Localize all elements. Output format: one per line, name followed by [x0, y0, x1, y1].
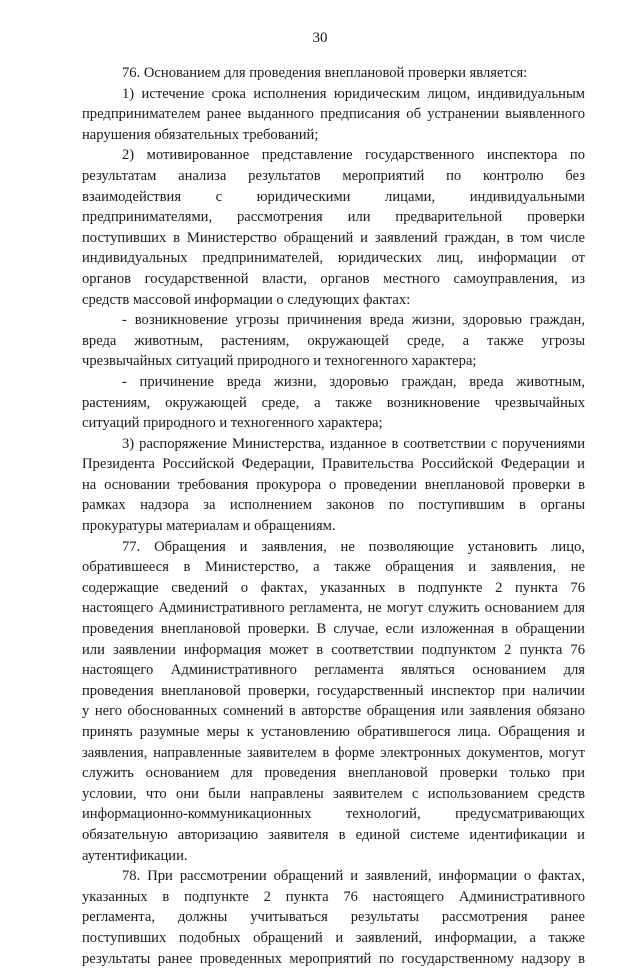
- text-line: указанных в подпункте 2 пункта 76 настоящего Административного: [82, 888, 585, 905]
- text-line: обязательную авторизацию заявителя в единой системе идентификации и: [82, 826, 585, 843]
- text-line: взаимодействия с юридическими лицами, индивидуальными: [82, 188, 585, 205]
- text-line: предпринимателем ранее выданного предписания об устранении выявленного: [82, 106, 585, 123]
- text-line: результаты ранее проведенных мероприятий по государственному надзору в: [82, 950, 585, 967]
- text-line: 76. Основанием для проведения внеплановой проверки является:: [122, 65, 528, 81]
- text-line: 2) мотивированное представление государственного инспектора по: [122, 147, 585, 164]
- text-line: содержащие сведений о фактах, указанных в подпункте 2 пункта 76: [82, 579, 585, 596]
- text-line: ситуаций природного и техногенного характера;: [82, 415, 383, 432]
- text-line: обратившееся в Министерство, а также обращения и заявления, не: [82, 559, 585, 576]
- text-line: аутентификации.: [82, 847, 188, 864]
- text-line: результатам анализа результатов мероприятий по контролю без: [82, 167, 585, 184]
- text-line: настоящего Административного регламента, не могут служить основанием для: [82, 600, 585, 617]
- text-line: проведения внеплановой проверки, государственный инспектор при наличии: [82, 682, 585, 699]
- text-line: - возникновение угрозы причинения вреда жизни, здоровью граждан,: [122, 312, 585, 329]
- text-line: предпринимателями, рассмотрения или предварительной проверки: [82, 209, 585, 226]
- text-line: чрезвычайных ситуаций природного и техногенного характера;: [82, 353, 477, 370]
- text-line: проведения внеплановой проверки. В случае, если изложенная в обращении: [82, 621, 585, 638]
- text-line: 3) распоряжение Министерства, изданное в соответствии с поручениями: [122, 435, 585, 452]
- text-line: растениям, окружающей среде, а также возникновение чрезвычайных: [82, 394, 585, 411]
- text-line: регламента, должны учитываться результаты рассмотрения ранее: [82, 909, 585, 926]
- text-line: настоящего Административного регламента являться основанием для: [82, 662, 585, 679]
- text-line: информационно-коммуникационных технологий, предусматривающих: [82, 806, 585, 823]
- text-line: 1) истечение срока исполнения юридическим лицом, индивидуальным: [122, 85, 585, 102]
- document-body: [82, 63, 585, 969]
- text-line: нарушения обязательных требований;: [82, 126, 319, 143]
- text-line: или заявлении информация может в соответствии подпунктом 2 пункта 76: [82, 641, 585, 658]
- text-line: принять разумные меры к установлению обратившегося лица. Обращения и: [82, 724, 585, 740]
- text-line: заявления, направленные заявителем в форме электронных документов, могут: [82, 744, 585, 761]
- text-line: поступивших в Министерство обращений и заявлений граждан, в том числе: [82, 229, 585, 246]
- text-line: 78. При рассмотрении обращений и заявлений, информации о фактах,: [122, 868, 585, 885]
- text-line: прокуратуры материалам и обращениям.: [82, 518, 336, 535]
- text-line: - причинение вреда жизни, здоровью граждан, вреда животным,: [122, 373, 585, 390]
- text-line: рамках надзора за исполнением законов по поступившим в органы: [82, 497, 585, 514]
- text-line: 77. Обращения и заявления, не позволяющие установить лицо,: [122, 538, 585, 555]
- text-line: средств массовой информации о следующих фактах:: [82, 291, 411, 308]
- text-line: Президента Российской Федерации, Правительства Российской Федерации и: [82, 456, 585, 473]
- text-line: индивидуальных предпринимателей, юридических лиц, информации от: [82, 250, 585, 267]
- text-line: у него обоснованных сомнений в авторстве обращения или заявления обязано: [82, 703, 585, 720]
- text-line: служить основанием для проведения внеплановой проверки только при: [82, 765, 585, 782]
- text-line: вреда животным, растениям, окружающей среде, а также угрозы: [82, 332, 585, 349]
- text-line: условии, что они были направлены заявителем с использованием средств: [82, 785, 585, 802]
- text-line: поступивших подобных обращений и заявлений, информации, а также: [82, 929, 585, 946]
- text-line: на основании требования прокурора о проведении внеплановой проверки в: [82, 476, 585, 493]
- text-line: органов государственной власти, органов местного самоуправления, из: [82, 270, 585, 287]
- page-number: 30: [312, 30, 328, 46]
